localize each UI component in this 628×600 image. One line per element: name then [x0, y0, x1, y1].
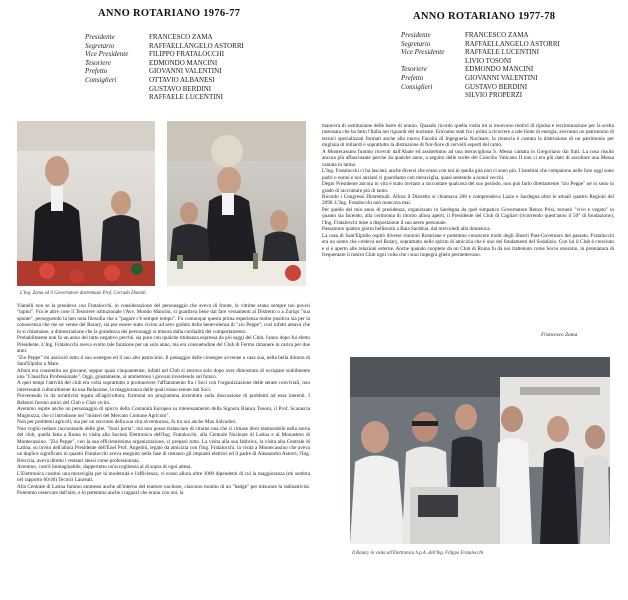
meeting-photo: [17, 121, 306, 286]
paragraph: Ricordo i Congressi Distrettuali. Allora il Distretto si chiamava 208 e comprendeva Lazio e Sardegna oltre le attuali quattro Regioni del 2090. L'Ing. Fratalocchi non mancava mai.: [322, 193, 614, 207]
officer-names: [465, 40, 560, 49]
officer-name: FRANCESCO ZAMA: [465, 31, 529, 39]
paragraph: Degni Presidente ancora in vita è stato invitato a raccontare qualcosa del suo periodo, non può farlo direttamente "zio Peppe" né io sono in grado di raccontare più di tanto.: [322, 181, 614, 194]
paragraph: A Montecassino fummo ricevuti dall'Abate ed assistemmo ad una meravigliosa S. Messa cantata in Gregoriano dai frati. La cosa risultò ancora più affascinante perché da qualche anno, a seguito delle scelte del Concilio Vaticano II non ci era più dato di ascoltare una Messa cantata in latino.: [322, 148, 614, 168]
paragraph: La casa di Sant'Elpidio ospitò diverse riunioni Rotariane e potemmo conoscere molti degli illustri Past-Governors del passato. Fratalocchi era un uomo che credeva nel Rotary, soprattutto nello spirito di amicizia che è uno dei fondamenti del Sodalizio. Con lui il Club è cresciuto e si è aperto alle relazioni esterne. Anche quando coopteto da un Club di Roma fu da noi trattenuto come Socio onorario, in premiatura di frequentare il nostro Club ogni volta che i suoi impegni glielo permettevano.: [322, 232, 614, 259]
paragraph: Avemmo ospite anche un personaggio di spicco della Comunità Europea su interessamento della Signora Bianca Tosoni, il Prof. Scarascia Mugnozza, che ci introdusse nei "misteri del Mercato Comune Agricolo".: [17, 406, 310, 419]
officer-names: [465, 65, 533, 74]
officer-role: Tesoriere: [85, 58, 111, 67]
officer-name: EDMONDO MANCINI: [465, 65, 534, 74]
paragraph: manovra di sostituzione delle barre di uranio. Quando ricordo quella visita mi si muovono motivi di ripulsa e recriminazione per la scelta insensata che ha fatto l'Italia nei riguardi del nucleare. Eravamo stati fra i primi a ricorrere a tale fonte di energia, avevamo un patrimonio di tecnici specializzati formati anche alla nuova Facoltà di Ingegneria Nucleare; la rinuncia è costata la distruzione di un patrimonio per migliaia di miliardi e soprattutto la distruzione di fior-fiore di cervelli esperti del ramo.: [322, 123, 614, 149]
right-year-title: ANNO ROTARIANO 1977-78: [413, 11, 556, 22]
officer-role: Presidente: [401, 31, 431, 39]
officer-row: [401, 74, 560, 83]
paragraph: Passammo quattro giorni bellissimi a Baia Sardinia, dal mercoledì alla domenica.: [322, 226, 491, 233]
officer-row: [401, 48, 560, 65]
paragraph: Alla Centrale di Latina fummo ammessi anche all'interno del reattore nucleare, ciascuno munito di un "badge" per misurare la radioattività. Potemmo osservare dall'alto, e lo potemmo anche i ragazzi che erano con noi, la: [17, 483, 310, 497]
officer-role: Prefetto: [85, 67, 108, 76]
right-text-column: [322, 123, 614, 326]
officer-names: [465, 74, 538, 83]
photo-left-caption: L'Ing. Zama ed il Governatore distrettuale Prof. Corrado Diomiti: [20, 291, 146, 296]
officer-row: [85, 59, 244, 68]
officer-row: [401, 40, 560, 49]
paragraph: Avemmo, com'è immaginabile, dappertutto un'accoglienza al di sopra di ogni attesa.: [17, 464, 192, 471]
officer-row: [401, 31, 560, 40]
officer-name: GIOVANNI VALENTINI: [465, 73, 538, 82]
paragraph: Non voglio tediare raccontando delle gite, "fuori porta", ma non posso tralasciare di citarne una che ci rimase direi memorabile nella storia del club, quella fatta a Roma in visita alla Società Elettronica dell'Ing. Fratalocchi, alla Centrale Nucleare di Latina e al Monastero di Montecassino. "Zio Peppe", con la sua efficientissima organizzazione, ci preparò tutto. La visita alla sua fabbrica, la visita alla Centrale di Latina, su invito dell'allora Presidente dell'Enel Prof. Angelini, legato da amicizia con l'Ing. Fratalocchi, la visita a Montecassino che aveva un duplice significato in quanto Fratalocchi aveva eseguito nella fase di restauro gli impianti elettrici ed il padre di Alessandro Astorri, l'Ing. Brecciia, aveva diretto i restauri stessi come professionista.: [17, 425, 310, 464]
officer-name: FRANCESCO ZAMA: [149, 33, 213, 41]
officer-role: Consiglieri: [85, 75, 117, 84]
paragraph: L'Ing. Fratalocchi ci ha lasciati, anche diversi che erano con noi in quella gita non ci sono più. I bambini che compaiono nelle foto oggi sono padri o nonni e noi anziani ci guardiamo con meraviglia, quasi sentendo a nonni vecchi.: [322, 168, 614, 181]
officer-name: FILIPPO FRATALOCCHI: [149, 50, 225, 59]
left-text-column: [17, 303, 310, 598]
officer-name: RAFFAELLANGELO ASTORRI: [465, 39, 560, 48]
photo-right-caption: Il Rotary in visita all'Elettronica S.p.A. dell'Ing. Filippo Fratalocchi: [352, 551, 484, 556]
officer-names: [149, 59, 217, 68]
paragraph: Non per problemi agricoli, ma per un racconto della sua vita avventurosa, fu tra noi anche Max Salvadori.: [17, 419, 237, 426]
officer-role: Prefetto: [401, 73, 424, 82]
officer-name: GUSTAVO BERDINI: [149, 84, 212, 93]
paragraph: A quei tempi l'attività del club era volta soprattutto a promuovere l'affiatamento fra i Soci con l'organizzazione delle serate conviviali, non interessanti culturalmente da una Relazione, la maggioranza delle quali erano tenute dai Soci.: [17, 380, 310, 393]
officer-row: [401, 65, 560, 74]
officer-name: SILVIO PROPERZI: [465, 91, 523, 100]
officer-names: [149, 76, 223, 102]
paragraph: Per quello del mio anno di presidenza, organizzato in Sardegna da quel simpatico Governatore Renzo Prisi, tornerò "vivo e vegeto" in quanto sia facendo, alla cerimonia di ritorno allora aperti, il Presidente del Club di Cagliari (ricorrendo quest'anno il 50° di fondazione), l'Ing. Fratalocchi mise a disposizione il suo aereo personale.: [322, 206, 614, 226]
paragraph: Vianelli non se la prendeva con Fratalocchi, in considerazione del personaggio che aveva di fronte, le vittime erano sempre noi poveri "tapini". Fra le altre cose il Tesoriere istituzionale l'Avv. Mondo Mancini, si guardava bene dal fare versamenti al Distretto o a Zurigo "sua sponte", perseguendo la ben nota filosofia che a "pagare c'è sempre tempo". Fu comunque questa prima esperienza molto positiva sia per la conoscenza che me ne venne del Rotary, sia per essere stato vicino ad aver goduto della benevolenza di "zio Peppe"; così infatti amava che lo si chiamasse, a dimostrazione che la grandezza dei personaggi si misura dalla cordialità del comportamento.: [17, 303, 310, 335]
officer-name: LIVIO TOSONI: [465, 56, 512, 65]
paragraph: L'Elettronica costituì una meraviglia per la modernità e l'efficienza, vi erano allora oltre 1000 dipendenti di cui la maggioranza (mi sembra nel rapporto 60/40) Tecnici Laureati.: [17, 470, 310, 484]
officer-names: [149, 42, 244, 51]
officer-names: [149, 50, 224, 59]
officer-name: RAFFAELE LUCENTINI: [149, 93, 223, 102]
officer-names: [465, 31, 529, 40]
officer-role: Vice Presidente: [85, 50, 129, 59]
officer-row: [85, 67, 244, 76]
officer-row: [85, 76, 244, 102]
officer-name: RAFFAELLANGELO ASTORRI: [149, 41, 244, 50]
officer-name: GIOVANNI VALENTINI: [149, 67, 222, 76]
officer-role: Tesoriere: [401, 65, 427, 74]
officer-names: [465, 83, 527, 100]
photo-right: [350, 357, 610, 544]
officer-row: [85, 50, 244, 59]
photo-group-left: [17, 121, 306, 286]
officer-name: EDMONDO MANCINI: [149, 58, 218, 67]
signature: Francesco Zama: [541, 332, 578, 338]
officer-role: Presidente: [85, 33, 115, 41]
officer-role: Segretario: [85, 41, 115, 50]
officer-row: [85, 42, 244, 51]
officer-role: Consiglieri: [401, 82, 433, 91]
officer-name: GUSTAVO BERDINI: [465, 82, 528, 91]
left-year-title: ANNO ROTARIANO 1976-77: [98, 8, 241, 19]
officer-name: RAFFAELE LUCENTINI: [465, 48, 539, 57]
officer-names: [465, 48, 539, 65]
officer-row: [85, 33, 244, 42]
officer-names: [149, 33, 213, 42]
officer-row: [401, 83, 560, 100]
officer-name: OTTAVIO ALBANESI: [149, 75, 215, 84]
paragraph: Probabilmente non fu un anno del tutto negativo perché, sia pure con qualche titubanza espressa da più saggi del Club, l'anno dopo fui eletto Presidente. L'Ing. Fratalocchi aveva svolto tale funzione per un solo anno, ma era consuetudine del Club di Fermo rimanere in carica per due anni.: [17, 335, 310, 355]
right-officers-list: [401, 31, 560, 100]
officer-role: Vice Presidente: [401, 48, 445, 57]
left-officers-list: [85, 33, 244, 102]
paragraph: "Zio Peppe" mi assicurò tutto il suo sostegno ed il suo alto patrocinio. Il passaggio delle consegne avvenne a casa sua, nella bella dimora di Sant'Elpidio a Mare.: [17, 354, 310, 368]
factory-visit-photo: [350, 357, 610, 544]
officer-names: [149, 67, 222, 76]
officer-role: Segretario: [401, 39, 431, 48]
paragraph: Provenendo io da un'attività legata all'agricoltura, formulai un programma incentrato sulla discussione di problemi ad essa inerenti. I Relatori furono amici del Club o Club vicini.: [17, 393, 310, 406]
paragraph: Allora era consentito un giovane, seppur quasi cinquantenne, infatti nel Club si entrava solo dopo aver dimostrato di occupare stabilmente una "Classifica Professionale". Oggi, giustamente, si ammettono i giovani investendo sul futuro.: [17, 367, 310, 380]
